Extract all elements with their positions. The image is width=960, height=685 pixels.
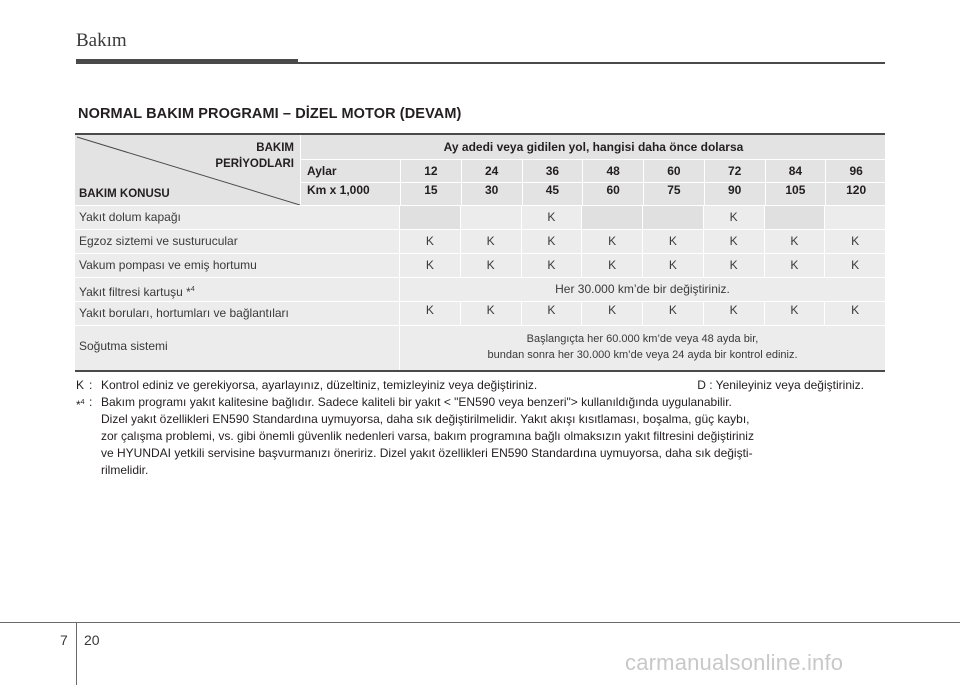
table-row-fuel-lines xyxy=(75,302,885,326)
km-value: 75 xyxy=(644,183,705,205)
header-corner-cell xyxy=(75,135,300,205)
footer-divider xyxy=(76,622,77,685)
schedule-cell: K xyxy=(851,303,860,317)
schedule-cell: K xyxy=(851,234,860,248)
schedule-cell xyxy=(461,206,522,229)
months-value: 60 xyxy=(644,160,705,182)
note-text xyxy=(101,394,886,479)
row-item-label: Egzoz siztemi ve susturucular xyxy=(75,230,400,253)
schedule-cell: K xyxy=(704,302,765,325)
km-label: Km x 1,000 xyxy=(301,183,401,205)
table-header xyxy=(75,135,885,206)
table-row-vacuum-pump xyxy=(75,254,885,278)
note-colon: : xyxy=(89,378,93,392)
km-value: 60 xyxy=(583,183,644,205)
table-row-fuel-filter xyxy=(75,278,885,302)
note-star-line: Bakım programı yakıt kalitesine bağlıdır. Sadece kaliteli bir yakıt < "EN590 veya benzeri"> kullanıldığında uygulanabilir. xyxy=(101,395,732,409)
footnote-marker: 4 xyxy=(190,286,195,293)
merged-line-1: Başlangıçta her 60.000 km’de veya 48 ayda bir, xyxy=(526,333,759,345)
running-header-title: Bakım xyxy=(76,30,127,51)
interval-span-header: Ay adedi veya gidilen yol, hangisi daha önce dolarsa xyxy=(301,135,886,160)
chapter-number: 7 xyxy=(60,632,68,648)
merged-schedule-cell xyxy=(400,326,885,370)
watermark: carmanualsonline.info xyxy=(625,650,844,675)
page-number: 20 xyxy=(84,632,100,648)
schedule-cell: K xyxy=(765,302,826,325)
km-header-row xyxy=(301,183,886,205)
row-item-label xyxy=(75,278,400,301)
note-star-line: Dizel yakıt özellikleri EN590 Standardına uymuyorsa, daha sık değiştirilmelidir. Yakıt akışı kısıtlaması, boşalma, güç kaybı, xyxy=(101,412,750,426)
header-rule-thin xyxy=(298,62,885,64)
row-item-label: Yakıt dolum kapağı xyxy=(75,206,400,229)
schedule-cell: K xyxy=(582,302,643,325)
schedule-cell: K xyxy=(461,302,522,325)
row-item-label: Vakum pompası ve emiş hortumu xyxy=(75,254,400,277)
schedule-cell: K xyxy=(522,206,583,229)
note-colon: : xyxy=(89,395,93,409)
schedule-cell: K xyxy=(522,302,583,325)
note-d-text: D : Yenileyiniz veya değiştiriniz. xyxy=(697,378,864,392)
schedule-cell: K xyxy=(400,230,461,253)
schedule-cell xyxy=(582,206,643,229)
maintenance-schedule-table xyxy=(75,133,885,372)
schedule-cell: K xyxy=(851,258,860,272)
schedule-cell: K xyxy=(522,230,583,253)
table-row-fuel-cap xyxy=(75,206,885,230)
schedule-cell: K xyxy=(582,230,643,253)
months-label: Aylar xyxy=(301,160,401,182)
table-row-exhaust xyxy=(75,230,885,254)
corner-periods-line2: PERİYODLARI xyxy=(215,158,294,170)
row-item-label: Soğutma sistemi xyxy=(75,326,400,370)
schedule-cell: K xyxy=(704,230,765,253)
note-star4 xyxy=(76,394,886,479)
corner-periods-label xyxy=(215,140,294,172)
months-header-row xyxy=(301,160,886,183)
schedule-cell: K xyxy=(400,302,461,325)
months-value: 72 xyxy=(705,160,766,182)
note-k-text: Kontrol ediniz ve gerekiyorsa, ayarlayınız, düzeltiniz, temizleyiniz veya değiştiriniz. xyxy=(101,378,538,392)
km-value: 120 xyxy=(846,183,867,197)
note-star-line: ve HYUNDAI yetkili servisine başvurmanızı öneririz. Dizel yakıt özellikleri EN590 Standardına uymuyorsa, daha sık değişti- xyxy=(101,446,753,460)
schedule-cell: K xyxy=(400,254,461,277)
note-key xyxy=(76,394,89,479)
note-text xyxy=(101,377,886,394)
schedule-cell: K xyxy=(461,254,522,277)
schedule-cell: K xyxy=(765,254,826,277)
interval-header xyxy=(300,135,886,205)
row-item-label: Yakıt boruları, hortumları ve bağlantıları xyxy=(75,302,400,325)
schedule-cell: K xyxy=(704,206,765,229)
note-star-line: zor çalışma problemi, vs. gibi önemli güvenlik nedenleri varsa, bakım programına bağlı olmaksızın yakıt filtresini değiştiriniz xyxy=(101,429,754,443)
schedule-cell: K xyxy=(643,230,704,253)
months-value: 24 xyxy=(462,160,523,182)
schedule-cell xyxy=(765,206,826,229)
schedule-cell: K xyxy=(643,302,704,325)
table-row-cooling-system xyxy=(75,326,885,370)
km-value: 90 xyxy=(705,183,766,205)
schedule-cell: K xyxy=(461,230,522,253)
months-value: 48 xyxy=(583,160,644,182)
note-star-line: rilmelidir. xyxy=(101,463,149,477)
corner-periods-line1: BAKIM xyxy=(256,142,294,154)
km-value: 45 xyxy=(523,183,584,205)
months-value: 96 xyxy=(849,164,863,178)
schedule-cell: K xyxy=(643,254,704,277)
km-value: 15 xyxy=(401,183,462,205)
merged-schedule-cell: Her 30.000 km’de bir değiştiriniz. xyxy=(555,282,730,296)
corner-subject-label: BAKIM KONUSU xyxy=(79,188,170,200)
schedule-cell: K xyxy=(582,254,643,277)
footer-rule xyxy=(0,622,960,623)
section-title: NORMAL BAKIM PROGRAMI – DİZEL MOTOR (DEVAM) xyxy=(78,106,462,122)
note-key: K xyxy=(76,378,85,392)
footnotes xyxy=(76,377,886,479)
schedule-cell: K xyxy=(765,230,826,253)
months-value: 36 xyxy=(523,160,584,182)
months-value: 12 xyxy=(401,160,462,182)
schedule-cell xyxy=(643,206,704,229)
km-value: 30 xyxy=(462,183,523,205)
note-star: * xyxy=(76,398,81,412)
km-value: 105 xyxy=(766,183,827,205)
note-star-sup: 4 xyxy=(80,399,85,406)
header-rule-thick xyxy=(76,59,298,64)
merged-line-2: bundan sonra her 30.000 km’de veya 24 ayda bir kontrol ediniz. xyxy=(487,349,798,361)
schedule-cell: K xyxy=(704,254,765,277)
schedule-cell xyxy=(825,206,885,229)
note-k xyxy=(76,377,886,394)
row-item-text: Yakıt filtresi kartuşu * xyxy=(79,285,191,299)
schedule-cell: K xyxy=(522,254,583,277)
months-value: 84 xyxy=(766,160,827,182)
schedule-cell xyxy=(400,206,461,229)
